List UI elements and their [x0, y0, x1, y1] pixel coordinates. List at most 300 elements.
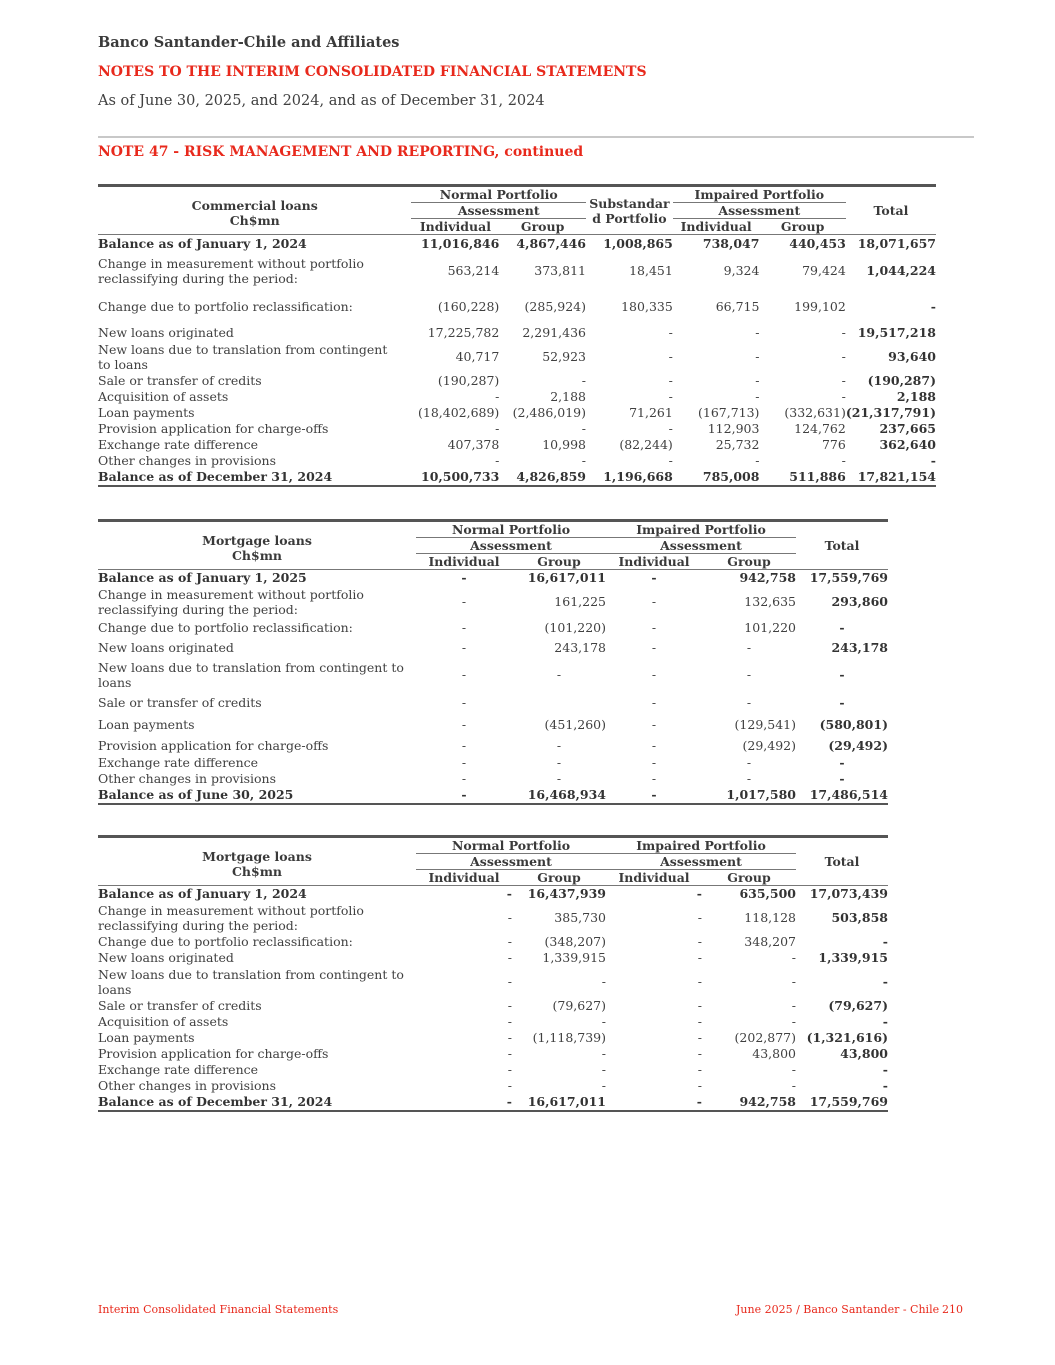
table-row	[98, 950, 888, 966]
total-cell: -	[882, 974, 888, 989]
company-name: Banco Santander-Chile and Affiliates	[98, 34, 400, 51]
table-row	[98, 389, 936, 405]
value-cell: -	[668, 453, 673, 468]
total-cell: -	[839, 667, 845, 682]
value-cell: -	[651, 594, 657, 609]
value-cell: 16,617,011	[512, 570, 606, 586]
value-cell: 71,261	[629, 405, 673, 420]
total-cell: 17,486,514	[796, 787, 888, 804]
value-cell: (348,207)	[544, 934, 606, 949]
value-cell: 10,998	[542, 437, 586, 452]
normal-group-header: Group	[520, 219, 565, 234]
value-cell: -	[461, 771, 467, 786]
row-label: New loans due to translation from contingent to loans	[98, 966, 404, 997]
value-cell: -	[461, 620, 467, 635]
row-label: Balance as of December 31, 2024	[98, 469, 411, 486]
value-cell: 407,378	[447, 437, 500, 452]
total-cell: 1,339,915	[818, 950, 888, 965]
impaired-assessment-header: Assessment	[606, 854, 796, 870]
value-cell: -	[461, 716, 467, 732]
value-cell: -	[755, 453, 760, 468]
value-cell: -	[697, 910, 702, 925]
total-cell: 17,821,154	[846, 469, 936, 486]
row-label: Change in measurement without portfolio reclassifying during the period:	[98, 586, 364, 617]
normal-assessment-header: Assessment	[416, 538, 606, 554]
value-cell: 40,717	[455, 349, 500, 364]
table-row	[98, 713, 888, 736]
value-cell: -	[697, 998, 702, 1013]
value-cell: 942,758	[702, 1094, 796, 1111]
footer-left: Interim Consolidated Financial Statements	[98, 1303, 339, 1316]
value-cell: -	[697, 1046, 702, 1061]
impaired-individual-header: Individual	[618, 554, 690, 569]
value-cell: -	[461, 737, 467, 753]
value-cell: 25,732	[715, 437, 760, 452]
table-title-cell	[98, 186, 411, 235]
value-cell: -	[791, 950, 796, 965]
value-cell: 124,762	[794, 421, 846, 436]
value-cell: 243,178	[554, 639, 606, 655]
value-cell: -	[581, 373, 586, 388]
value-cell: -	[668, 389, 673, 404]
total-cell: (21,317,791)	[845, 405, 936, 420]
value-cell: 1,196,668	[586, 469, 673, 486]
table-row	[98, 289, 936, 325]
row-label: Sale or transfer of credits	[98, 998, 262, 1013]
table-row	[98, 638, 888, 657]
table-row	[98, 1014, 888, 1030]
impaired-portfolio-header: Impaired Portfolio	[606, 837, 796, 854]
mortgage-loans-2025-table	[98, 519, 888, 805]
value-cell: -	[507, 910, 512, 925]
table-row	[98, 253, 936, 289]
row-label: Other changes in provisions	[98, 1078, 276, 1093]
value-cell: 942,758	[702, 570, 796, 586]
row-label: Acquisition of assets	[98, 389, 229, 404]
commercial-loans-table	[98, 184, 936, 487]
row-label: Sale or transfer of credits	[98, 695, 262, 710]
normal-group-header: Group	[537, 554, 581, 569]
value-cell: 199,102	[794, 299, 846, 314]
value-cell: -	[601, 1046, 606, 1061]
row-label: Balance as of January 1, 2024	[98, 886, 416, 902]
total-cell: 503,858	[831, 910, 888, 925]
value-cell: 776	[821, 437, 846, 452]
value-cell: 18,451	[629, 263, 673, 278]
normal-individual-header: Individual	[428, 870, 500, 885]
value-cell: -	[581, 421, 586, 436]
value-cell: -	[697, 934, 702, 949]
value-cell	[512, 693, 606, 713]
value-cell: (129,541)	[734, 716, 796, 732]
table-title-cell	[98, 837, 416, 886]
row-label: Other changes in provisions	[98, 453, 276, 468]
value-cell: 180,335	[621, 299, 673, 314]
value-cell: -	[791, 998, 796, 1013]
value-cell: -	[606, 787, 702, 804]
value-cell: -	[841, 325, 846, 340]
table-title-cell	[98, 521, 416, 570]
value-cell: -	[601, 974, 606, 989]
row-label: Change in measurement without portfolio reclassifying during the period:	[98, 902, 364, 933]
value-cell: -	[697, 1014, 702, 1029]
normal-assessment-header: Assessment	[416, 854, 606, 870]
value-cell: 738,047	[673, 235, 760, 253]
total-header: Total	[796, 521, 888, 570]
value-cell: 10,500,733	[411, 469, 499, 486]
value-cell: -	[651, 716, 657, 732]
value-cell: -	[495, 421, 500, 436]
row-label: Exchange rate difference	[98, 755, 259, 770]
total-header: Total	[796, 837, 888, 886]
value-cell: -	[755, 373, 760, 388]
value-cell: 132,635	[744, 594, 796, 609]
page-number: 210	[942, 1303, 963, 1316]
value-cell: -	[461, 594, 467, 609]
total-cell: -	[882, 934, 888, 949]
value-cell: (451,260)	[544, 716, 606, 732]
value-cell: (82,244)	[619, 437, 673, 452]
row-label: Change due to portfolio reclassification:	[98, 620, 353, 635]
value-cell: -	[416, 1094, 512, 1111]
value-cell: (160,228)	[437, 299, 500, 314]
value-cell: 118,128	[744, 910, 796, 925]
value-cell: (190,287)	[437, 373, 500, 388]
notes-title: NOTES TO THE INTERIM CONSOLIDATED FINANCIAL STATEMENTS	[98, 64, 647, 80]
impaired-group-header: Group	[727, 870, 771, 885]
value-cell: -	[601, 1078, 606, 1093]
table-title: Mortgage loans	[202, 532, 312, 548]
value-cell: -	[651, 737, 657, 753]
row-label: New loans due to translation from contingent to loans	[98, 659, 404, 690]
value-cell: -	[746, 755, 752, 770]
value-cell: 4,867,446	[499, 235, 586, 253]
value-cell: -	[791, 1062, 796, 1077]
table-row	[98, 755, 888, 771]
value-cell: -	[746, 771, 752, 786]
value-cell: 348,207	[744, 934, 796, 949]
total-cell: (29,492)	[828, 737, 888, 753]
value-cell: (285,924)	[524, 299, 586, 314]
value-cell: 9,324	[723, 263, 760, 278]
impaired-individual-header: Individual	[680, 219, 752, 234]
table-row	[98, 235, 936, 253]
value-cell: -	[651, 639, 657, 655]
value-cell: -	[416, 787, 512, 804]
value-cell: -	[791, 1014, 796, 1029]
value-cell: -	[461, 667, 467, 682]
row-label: Balance as of January 1, 2025	[98, 570, 416, 586]
total-cell: -	[882, 1014, 888, 1029]
impaired-group-header: Group	[780, 219, 825, 234]
table-row	[98, 1062, 888, 1078]
value-cell: -	[651, 771, 657, 786]
value-cell: -	[697, 950, 702, 965]
footer-right: June 2025 / Banco Santander - Chile	[736, 1303, 940, 1316]
value-cell: -	[416, 570, 512, 586]
value-cell: 101,220	[744, 620, 796, 635]
value-cell: -	[651, 667, 657, 682]
value-cell: -	[507, 1078, 512, 1093]
value-cell: -	[791, 974, 796, 989]
value-cell: -	[697, 1062, 702, 1077]
value-cell: (29,492)	[742, 737, 796, 753]
value-cell: -	[697, 974, 702, 989]
value-cell: 785,008	[673, 469, 760, 486]
table-row	[98, 902, 888, 934]
value-cell: 635,500	[702, 886, 796, 902]
table-row	[98, 570, 888, 586]
total-cell: -	[930, 453, 936, 468]
table-row	[98, 1046, 888, 1062]
value-cell: 112,903	[707, 421, 760, 436]
total-cell: 19,517,218	[857, 325, 936, 340]
table-row	[98, 998, 888, 1014]
value-cell: -	[668, 325, 673, 340]
value-cell: 161,225	[554, 594, 606, 609]
total-cell: 237,665	[879, 421, 936, 436]
value-cell: (2,486,019)	[512, 405, 586, 420]
row-label: Exchange rate difference	[98, 437, 259, 452]
table-title: Mortgage loans	[202, 848, 312, 864]
table-row	[98, 469, 936, 486]
table-title: Commercial loans	[191, 197, 318, 213]
total-cell: 93,640	[888, 349, 936, 364]
value-cell: 563,214	[447, 263, 500, 278]
value-cell: -	[606, 886, 702, 902]
impaired-portfolio-header: Impaired Portfolio	[606, 521, 796, 538]
value-cell: 511,886	[759, 469, 845, 486]
total-cell: 17,073,439	[796, 886, 888, 902]
value-cell: -	[668, 421, 673, 436]
table-unit: Ch$mn	[231, 863, 283, 879]
total-cell: 17,559,769	[796, 1094, 888, 1111]
substandard-line1: Substandar	[589, 195, 670, 211]
total-cell: -	[839, 771, 845, 786]
table-row	[98, 736, 888, 755]
value-cell: -	[601, 1062, 606, 1077]
value-cell: (1,118,739)	[532, 1030, 606, 1045]
value-cell: 79,424	[802, 263, 846, 278]
value-cell: 2,291,436	[522, 325, 586, 340]
value-cell: (79,627)	[552, 998, 606, 1013]
value-cell: -	[755, 325, 760, 340]
row-label: Balance as of January 1, 2024	[98, 235, 411, 253]
normal-individual-header: Individual	[428, 554, 500, 569]
value-cell: 1,017,580	[702, 787, 796, 804]
total-cell: 362,640	[879, 437, 936, 452]
total-cell: -	[882, 1062, 888, 1077]
table-row	[98, 771, 888, 787]
total-cell: (79,627)	[828, 998, 888, 1013]
table-row	[98, 586, 888, 618]
table-row	[98, 618, 888, 638]
substandard-portfolio-header	[586, 186, 673, 235]
value-cell: -	[746, 639, 752, 655]
value-cell: 66,715	[715, 299, 760, 314]
table-row	[98, 966, 888, 998]
value-cell: (101,220)	[544, 620, 606, 635]
normal-individual-header: Individual	[419, 219, 491, 234]
table-unit: Ch$mn	[229, 212, 280, 228]
row-label: New loans originated	[98, 639, 234, 655]
value-cell: -	[507, 998, 512, 1013]
row-label: Provision application for charge-offs	[98, 737, 329, 753]
table-row	[98, 325, 936, 341]
value-cell: -	[461, 639, 467, 655]
value-cell: -	[606, 570, 702, 586]
table-row	[98, 437, 936, 453]
value-cell: -	[606, 1094, 702, 1111]
table-row	[98, 693, 888, 713]
table-row	[98, 1094, 888, 1111]
value-cell: -	[507, 1062, 512, 1077]
table-row	[98, 657, 888, 693]
row-label: Loan payments	[98, 1030, 195, 1045]
table-row	[98, 421, 936, 437]
row-label: Change in measurement without portfolio reclassifying during the period:	[98, 255, 364, 286]
value-cell: -	[416, 886, 512, 902]
total-cell: (1,321,616)	[806, 1030, 888, 1045]
as-of-date: As of June 30, 2025, and 2024, and as of December 31, 2024	[98, 93, 545, 109]
row-label: New loans originated	[98, 325, 234, 340]
value-cell: 1,008,865	[586, 235, 673, 253]
value-cell: 16,437,939	[512, 886, 606, 902]
table-row	[98, 787, 888, 804]
value-cell: -	[507, 950, 512, 965]
value-cell: 16,468,934	[512, 787, 606, 804]
note-title: NOTE 47 - RISK MANAGEMENT AND REPORTING, continued	[98, 144, 584, 160]
value-cell: -	[651, 620, 657, 635]
value-cell: (167,713)	[697, 405, 760, 420]
value-cell: -	[581, 453, 586, 468]
table-row	[98, 453, 936, 469]
impaired-individual-header: Individual	[618, 870, 690, 885]
row-label: Loan payments	[98, 716, 195, 732]
value-cell: -	[461, 755, 467, 770]
value-cell: -	[495, 389, 500, 404]
total-cell: 293,860	[831, 594, 888, 609]
normal-portfolio-header: Normal Portfolio	[416, 837, 606, 854]
row-label: Balance as of June 30, 2025	[98, 787, 416, 804]
impaired-assessment-header: Assessment	[673, 203, 846, 219]
value-cell: -	[668, 349, 673, 364]
total-cell: -	[882, 1078, 888, 1093]
value-cell: 17,225,782	[427, 325, 500, 340]
value-cell: -	[507, 1046, 512, 1061]
value-cell: -	[697, 1030, 702, 1045]
row-label: Other changes in provisions	[98, 771, 276, 786]
total-cell: -	[839, 755, 845, 770]
table-row	[98, 886, 888, 902]
total-cell: 18,071,657	[846, 235, 936, 253]
row-label: New loans due to translation from contingent to loans	[98, 341, 388, 372]
value-cell: 11,016,846	[411, 235, 499, 253]
header-divider	[98, 136, 974, 138]
value-cell: 2,188	[550, 389, 586, 404]
mortgage-loans-2024-table	[98, 835, 888, 1112]
total-cell: (190,287)	[867, 373, 936, 388]
table-row	[98, 405, 936, 421]
value-cell: -	[841, 453, 846, 468]
total-cell: -	[839, 620, 845, 635]
value-cell: 1,339,915	[542, 950, 606, 965]
normal-assessment-header: Assessment	[411, 203, 586, 219]
value-cell: -	[507, 934, 512, 949]
value-cell: 4,826,859	[499, 469, 586, 486]
value-cell: -	[556, 737, 562, 753]
total-cell: -	[930, 299, 936, 314]
value-cell: -	[755, 389, 760, 404]
value-cell: (332,631)	[784, 405, 846, 420]
value-cell: -	[746, 667, 752, 682]
value-cell: (202,877)	[734, 1030, 796, 1045]
table-row	[98, 1078, 888, 1094]
value-cell: -	[746, 695, 752, 710]
row-label: Provision application for charge-offs	[98, 421, 329, 436]
impaired-assessment-header: Assessment	[606, 538, 796, 554]
total-cell: 243,178	[831, 639, 888, 655]
value-cell: 440,453	[759, 235, 845, 253]
value-cell: -	[556, 755, 562, 770]
value-cell: -	[461, 695, 467, 710]
value-cell: -	[507, 1030, 512, 1045]
row-label: Sale or transfer of credits	[98, 373, 262, 388]
value-cell: -	[495, 453, 500, 468]
total-header: Total	[846, 186, 936, 235]
table-row	[98, 934, 888, 950]
value-cell: -	[841, 389, 846, 404]
normal-group-header: Group	[537, 870, 581, 885]
row-label: Balance as of December 31, 2024	[98, 1094, 416, 1111]
value-cell: -	[651, 755, 657, 770]
table-row	[98, 373, 936, 389]
row-label: Change due to portfolio reclassification:	[98, 934, 353, 949]
table-unit: Ch$mn	[231, 547, 283, 563]
row-label: New loans originated	[98, 950, 234, 965]
total-cell: (580,801)	[819, 716, 888, 732]
value-cell: -	[841, 373, 846, 388]
value-cell: -	[556, 771, 562, 786]
value-cell: -	[601, 1014, 606, 1029]
value-cell: -	[697, 1078, 702, 1093]
value-cell: -	[668, 373, 673, 388]
value-cell: -	[791, 1078, 796, 1093]
value-cell: -	[755, 349, 760, 364]
value-cell: 385,730	[554, 910, 606, 925]
total-cell: 17,559,769	[796, 570, 888, 586]
value-cell: -	[651, 695, 657, 710]
total-cell: 1,044,224	[866, 263, 936, 278]
impaired-portfolio-header: Impaired Portfolio	[673, 186, 846, 203]
total-cell: 43,800	[840, 1046, 888, 1061]
value-cell: -	[841, 349, 846, 364]
value-cell: 43,800	[752, 1046, 796, 1061]
normal-portfolio-header: Normal Portfolio	[416, 521, 606, 538]
table-row	[98, 341, 936, 373]
substandard-line2: d Portfolio	[592, 210, 667, 226]
value-cell: 52,923	[542, 349, 586, 364]
value-cell: -	[507, 974, 512, 989]
row-label: Provision application for charge-offs	[98, 1046, 329, 1061]
row-label: Change due to portfolio reclassification:	[98, 299, 353, 314]
table-row	[98, 1030, 888, 1046]
row-label: Exchange rate difference	[98, 1062, 259, 1077]
value-cell: (18,402,689)	[417, 405, 500, 420]
value-cell: -	[556, 667, 562, 682]
value-cell: -	[507, 1014, 512, 1029]
value-cell: 16,617,011	[512, 1094, 606, 1111]
